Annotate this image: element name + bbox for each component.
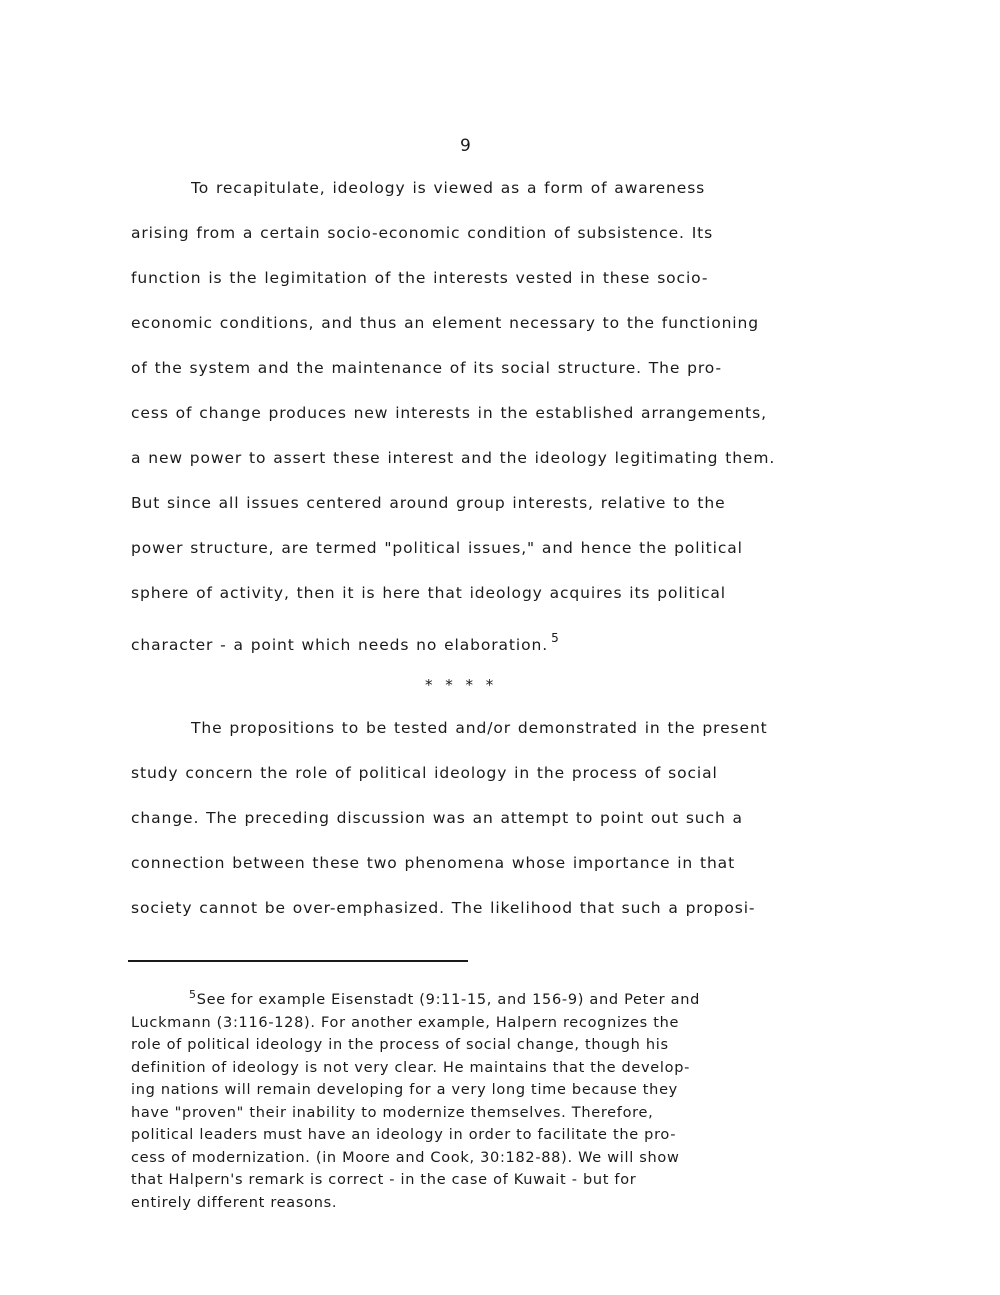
- paragraph-line: change. The preceding discussion was an attempt to point out such a: [131, 809, 743, 827]
- footnote-line: have "proven" their inability to modernize themselves. Therefore,: [131, 1104, 654, 1121]
- footnote-line: entirely different reasons.: [131, 1194, 338, 1211]
- paragraph-line: power structure, are termed "political issues," and hence the political: [131, 539, 743, 557]
- footnote-line: Luckmann (3:116-128). For another example, Halpern recognizes the: [131, 1014, 680, 1031]
- footnote-line: See for example Eisenstadt (9:11-15, and 156-9) and Peter and: [196, 992, 701, 1008]
- footnote-reference: 5: [551, 631, 560, 645]
- paragraph-propositions: [131, 706, 871, 931]
- page-number: 9: [460, 136, 472, 156]
- footnote-line: political leaders must have an ideology in order to facilitate the pro-: [131, 1127, 677, 1143]
- footnote-line: ing nations will remain developing for a very long time because they: [131, 1082, 678, 1098]
- section-break: * * * *: [425, 676, 498, 694]
- paragraph-line: But since all issues centered around group interests, relative to the: [131, 494, 726, 512]
- footnote-line: definition of ideology is not very clear. He maintains that the develop-: [131, 1059, 691, 1076]
- footnote-line: that Halpern's remark is correct - in the case of Kuwait - but for: [131, 1172, 637, 1188]
- paragraph-line: economic conditions, and thus an element necessary to the functioning: [131, 314, 759, 332]
- footnote-divider: [128, 960, 468, 962]
- paragraph-line: connection between these two phenomena whose importance in that: [131, 854, 736, 872]
- paragraph-line: cess of change produces new interests in the established arrangements,: [131, 404, 767, 422]
- paragraph-line: study concern the role of political ideology in the process of social: [131, 764, 718, 782]
- paragraph-line: of the system and the maintenance of its social structure. The pro-: [131, 359, 722, 377]
- paragraph-line: a new power to assert these interest and the ideology legitimating them.: [131, 449, 776, 467]
- paragraph-line: society cannot be over-emphasized. The likelihood that such a proposi-: [131, 899, 756, 917]
- paragraph-recapitulation: [131, 166, 871, 668]
- paragraph-line: character - a point which needs no elaboration.: [131, 636, 549, 654]
- paragraph-line: To recapitulate, ideology is viewed as a form of awareness: [191, 179, 706, 197]
- footnote: [131, 984, 871, 1214]
- footnote-marker: 5: [189, 988, 197, 1001]
- paragraph-line: sphere of activity, then it is here that ideology acquires its political: [131, 584, 726, 602]
- footnote-line: role of political ideology in the process of social change, though his: [131, 1037, 669, 1053]
- paragraph-line: function is the legimitation of the interests vested in these socio-: [131, 269, 709, 287]
- paragraph-line: The propositions to be tested and/or demonstrated in the present: [191, 719, 768, 737]
- paragraph-line: arising from a certain socio-economic condition of subsistence. Its: [131, 224, 714, 242]
- footnote-line: cess of modernization. (in Moore and Cook, 30:182-88). We will show: [131, 1149, 680, 1166]
